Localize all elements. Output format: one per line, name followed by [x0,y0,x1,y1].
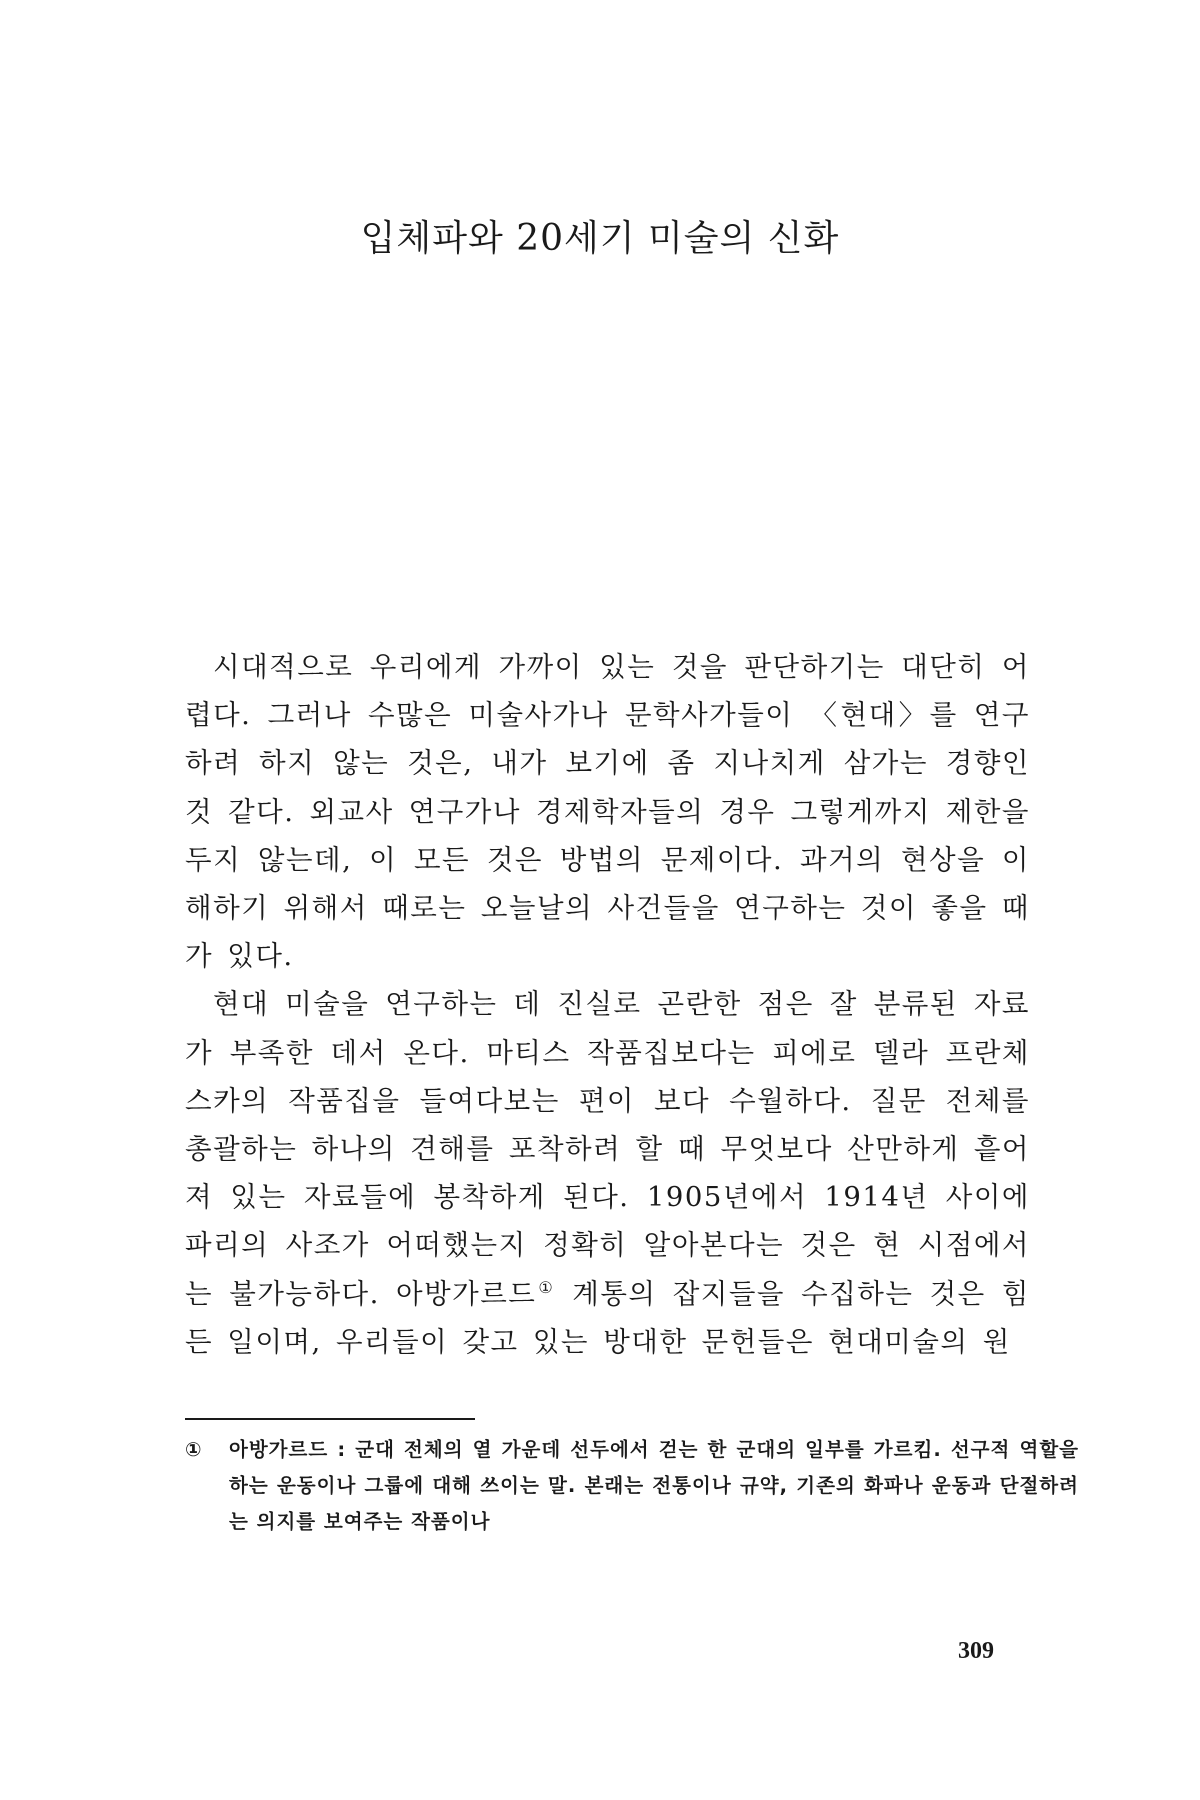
body-text [185,643,1030,1366]
footnote-marker: ① [185,1438,203,1461]
paragraph-2-text-before-note: 현대 미술을 연구하는 데 진실로 곤란한 점은 잘 분류된 자료가 부족한 데서 온다. 마티스 작품집보다는 피에로 델라 프란체스카의 작품집을 들여다보는 편이 보다 수월하다. 질문 전체를 총괄하는 하나의 견해를 포착하려 할 때 무엇보다 산만하게 흩어져 있는 자료들에 봉착하게 된다. 1905년에서 1914년 사이에 파리의 사조가 어떠했는지 정확히 알아본다는 것은 현 시점에서는 불가능하다. 아방가르드 [185,988,1030,1310]
footnote-divider [185,1418,475,1420]
paragraph-2-text-after-note: 계통의 잡지들을 수집하는 것은 힘든 일이며, 우리들이 갖고 있는 방대한 문헌들은 현대미술의 원 [185,1277,1030,1358]
paragraph-1: 시대적으로 우리에게 가까이 있는 것을 판단하기는 대단히 어렵다. 그러나 수많은 미술사가나 문학사가들이 〈현대〉를 연구하려 하지 않는 것은, 내가 보기에 좀 지나치게 삼가는 경향인 것 같다. 외교사 연구가나 경제학자들의 경우 그렇게까지 제한을 두지 않는데, 이 모든 것은 방법의 문제이다. 과거의 현상을 이해하기 위해서 때로는 오늘날의 사건들을 연구하는 것이 좋을 때가 있다. [185,651,1030,973]
paragraph-2 [185,980,1030,1366]
footnote [185,1432,1079,1540]
chapter-title: 입체파와 20세기 미술의 신화 [360,218,840,259]
footnote-text: 아방가르드 : 군대 전체의 열 가운데 선두에서 걷는 한 군대의 일부를 가르킴. 선구적 역할을 하는 운동이나 그룹에 대해 쓰이는 말. 본래는 전통이나 규약, 기존의 화파나 운동과 단절하려는 의지를 보여주는 작품이나 [229,1438,1079,1533]
page-number: 309 [958,1638,994,1664]
footnote-reference: ① [536,1277,557,1297]
